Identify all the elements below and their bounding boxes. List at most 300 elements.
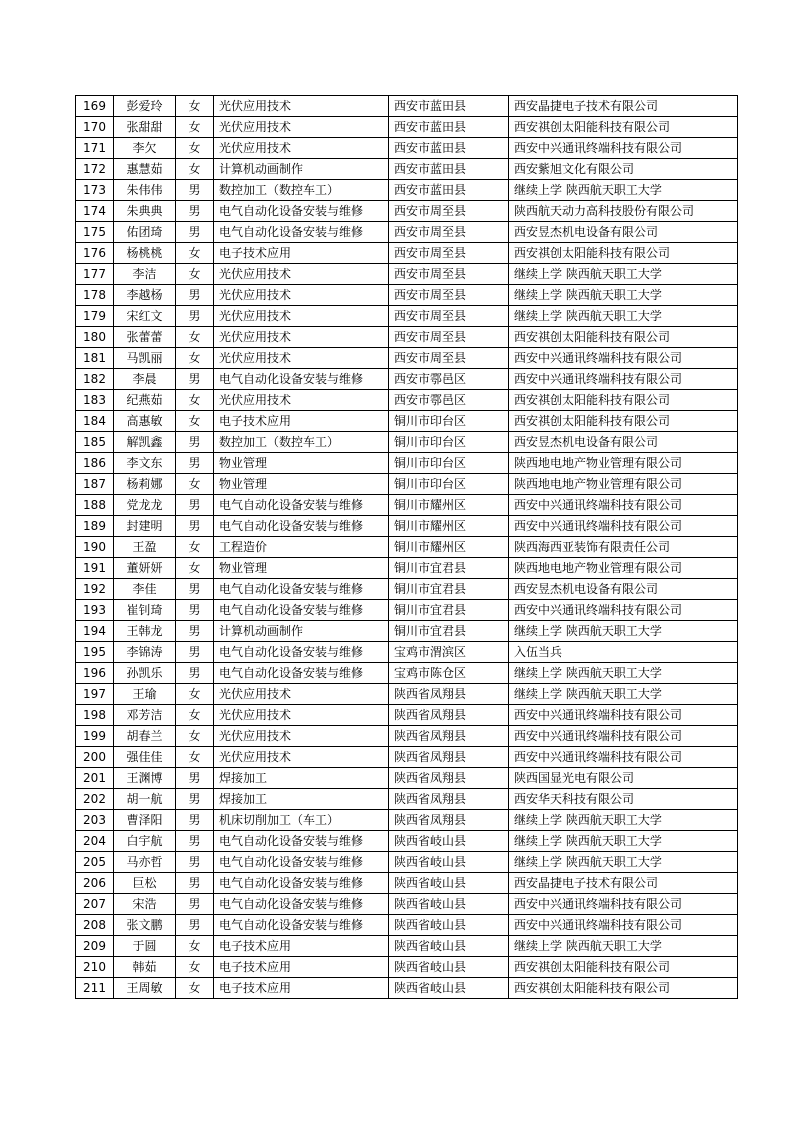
home-region-cell: 陕西省岐山县	[389, 873, 509, 894]
table-row	[76, 642, 738, 663]
destination-cell: 西安中兴通讯终端科技有限公司	[509, 495, 738, 516]
major-cell: 光伏应用技术	[214, 138, 389, 159]
row-number-cell: 170	[76, 117, 114, 138]
destination-cell: 继续上学 陕西航天职工大学	[509, 621, 738, 642]
row-number-cell: 175	[76, 222, 114, 243]
destination-cell: 西安中兴通讯终端科技有限公司	[509, 369, 738, 390]
student-name-cell: 李锦涛	[114, 642, 176, 663]
table-row	[76, 348, 738, 369]
destination-cell: 西安祺创太阳能科技有限公司	[509, 243, 738, 264]
table-row	[76, 306, 738, 327]
destination-cell: 西安中兴通讯终端科技有限公司	[509, 600, 738, 621]
table-row	[76, 621, 738, 642]
table-row	[76, 873, 738, 894]
student-name-cell: 王瑜	[114, 684, 176, 705]
table-row	[76, 768, 738, 789]
destination-cell: 西安晶捷电子技术有限公司	[509, 873, 738, 894]
row-number-cell: 185	[76, 432, 114, 453]
gender-cell: 女	[176, 264, 214, 285]
destination-cell: 西安祺创太阳能科技有限公司	[509, 411, 738, 432]
student-name-cell: 王韩龙	[114, 621, 176, 642]
gender-cell: 女	[176, 96, 214, 117]
gender-cell: 男	[176, 432, 214, 453]
table-row	[76, 432, 738, 453]
destination-cell: 陕西国显光电有限公司	[509, 768, 738, 789]
table-row	[76, 978, 738, 999]
row-number-cell: 195	[76, 642, 114, 663]
student-name-cell: 纪燕茹	[114, 390, 176, 411]
gender-cell: 男	[176, 621, 214, 642]
student-name-cell: 孙凯乐	[114, 663, 176, 684]
home-region-cell: 铜川市宜君县	[389, 579, 509, 600]
major-cell: 光伏应用技术	[214, 306, 389, 327]
row-number-cell: 172	[76, 159, 114, 180]
major-cell: 光伏应用技术	[214, 726, 389, 747]
table-row	[76, 453, 738, 474]
row-number-cell: 201	[76, 768, 114, 789]
major-cell: 电气自动化设备安装与维修	[214, 894, 389, 915]
student-name-cell: 彭爱玲	[114, 96, 176, 117]
gender-cell: 男	[176, 201, 214, 222]
home-region-cell: 西安市蓝田县	[389, 180, 509, 201]
row-number-cell: 184	[76, 411, 114, 432]
gender-cell: 男	[176, 495, 214, 516]
student-name-cell: 李越杨	[114, 285, 176, 306]
home-region-cell: 宝鸡市渭滨区	[389, 642, 509, 663]
major-cell: 焊接加工	[214, 768, 389, 789]
destination-cell: 西安中兴通讯终端科技有限公司	[509, 726, 738, 747]
destination-cell: 西安昱杰机电设备有限公司	[509, 222, 738, 243]
row-number-cell: 202	[76, 789, 114, 810]
home-region-cell: 西安市蓝田县	[389, 138, 509, 159]
home-region-cell: 西安市鄠邑区	[389, 390, 509, 411]
destination-cell: 西安昱杰机电设备有限公司	[509, 579, 738, 600]
home-region-cell: 西安市蓝田县	[389, 159, 509, 180]
major-cell: 电气自动化设备安装与维修	[214, 915, 389, 936]
destination-cell: 陕西航天动力高科技股份有限公司	[509, 201, 738, 222]
destination-cell: 西安中兴通讯终端科技有限公司	[509, 516, 738, 537]
table-row	[76, 243, 738, 264]
destination-cell: 西安中兴通讯终端科技有限公司	[509, 747, 738, 768]
major-cell: 数控加工（数控车工）	[214, 432, 389, 453]
row-number-cell: 187	[76, 474, 114, 495]
major-cell: 光伏应用技术	[214, 705, 389, 726]
student-name-cell: 李文东	[114, 453, 176, 474]
destination-cell: 西安晶捷电子技术有限公司	[509, 96, 738, 117]
home-region-cell: 陕西省凤翔县	[389, 684, 509, 705]
home-region-cell: 西安市周至县	[389, 222, 509, 243]
student-name-cell: 邓芳洁	[114, 705, 176, 726]
home-region-cell: 宝鸡市陈仓区	[389, 663, 509, 684]
destination-cell: 西安中兴通讯终端科技有限公司	[509, 915, 738, 936]
row-number-cell: 196	[76, 663, 114, 684]
gender-cell: 女	[176, 117, 214, 138]
major-cell: 电气自动化设备安装与维修	[214, 663, 389, 684]
home-region-cell: 西安市周至县	[389, 264, 509, 285]
gender-cell: 男	[176, 180, 214, 201]
table-row	[76, 810, 738, 831]
gender-cell: 男	[176, 831, 214, 852]
gender-cell: 女	[176, 411, 214, 432]
major-cell: 数控加工（数控车工）	[214, 180, 389, 201]
student-name-cell: 杨桃桃	[114, 243, 176, 264]
home-region-cell: 陕西省岐山县	[389, 978, 509, 999]
gender-cell: 男	[176, 642, 214, 663]
destination-cell: 西安祺创太阳能科技有限公司	[509, 117, 738, 138]
home-region-cell: 铜川市耀州区	[389, 537, 509, 558]
gender-cell: 女	[176, 684, 214, 705]
table-row	[76, 915, 738, 936]
table-row	[76, 201, 738, 222]
destination-cell: 继续上学 陕西航天职工大学	[509, 180, 738, 201]
gender-cell: 男	[176, 222, 214, 243]
row-number-cell: 197	[76, 684, 114, 705]
student-name-cell: 韩茹	[114, 957, 176, 978]
table-row	[76, 180, 738, 201]
major-cell: 计算机动画制作	[214, 621, 389, 642]
destination-cell: 陕西地电地产物业管理有限公司	[509, 558, 738, 579]
major-cell: 电气自动化设备安装与维修	[214, 201, 389, 222]
home-region-cell: 西安市周至县	[389, 348, 509, 369]
destination-cell: 入伍当兵	[509, 642, 738, 663]
table-row	[76, 495, 738, 516]
gender-cell: 男	[176, 894, 214, 915]
destination-cell: 继续上学 陕西航天职工大学	[509, 684, 738, 705]
destination-cell: 西安中兴通讯终端科技有限公司	[509, 894, 738, 915]
destination-cell: 继续上学 陕西航天职工大学	[509, 663, 738, 684]
table-row	[76, 936, 738, 957]
home-region-cell: 西安市周至县	[389, 285, 509, 306]
home-region-cell: 铜川市印台区	[389, 474, 509, 495]
home-region-cell: 铜川市印台区	[389, 411, 509, 432]
home-region-cell: 西安市周至县	[389, 201, 509, 222]
home-region-cell: 陕西省凤翔县	[389, 789, 509, 810]
student-name-cell: 解凯鑫	[114, 432, 176, 453]
home-region-cell: 陕西省岐山县	[389, 957, 509, 978]
gender-cell: 女	[176, 705, 214, 726]
gender-cell: 男	[176, 768, 214, 789]
row-number-cell: 188	[76, 495, 114, 516]
student-name-cell: 于圆	[114, 936, 176, 957]
major-cell: 光伏应用技术	[214, 327, 389, 348]
row-number-cell: 192	[76, 579, 114, 600]
major-cell: 电气自动化设备安装与维修	[214, 831, 389, 852]
destination-cell: 西安中兴通讯终端科技有限公司	[509, 705, 738, 726]
major-cell: 电气自动化设备安装与维修	[214, 852, 389, 873]
gender-cell: 男	[176, 789, 214, 810]
student-name-cell: 李欠	[114, 138, 176, 159]
gender-cell: 女	[176, 957, 214, 978]
student-name-cell: 朱伟伟	[114, 180, 176, 201]
gender-cell: 女	[176, 558, 214, 579]
major-cell: 电子技术应用	[214, 957, 389, 978]
student-name-cell: 巨松	[114, 873, 176, 894]
table-row	[76, 117, 738, 138]
home-region-cell: 西安市周至县	[389, 243, 509, 264]
destination-cell: 西安祺创太阳能科技有限公司	[509, 327, 738, 348]
table-row	[76, 663, 738, 684]
destination-cell: 陕西地电地产物业管理有限公司	[509, 453, 738, 474]
student-name-cell: 张文鹏	[114, 915, 176, 936]
row-number-cell: 205	[76, 852, 114, 873]
table-row	[76, 516, 738, 537]
table-body	[76, 96, 738, 999]
major-cell: 光伏应用技术	[214, 96, 389, 117]
row-number-cell: 181	[76, 348, 114, 369]
home-region-cell: 西安市周至县	[389, 306, 509, 327]
gender-cell: 男	[176, 579, 214, 600]
table-row	[76, 159, 738, 180]
table-row	[76, 390, 738, 411]
student-name-cell: 李晨	[114, 369, 176, 390]
table-row	[76, 852, 738, 873]
destination-cell: 继续上学 陕西航天职工大学	[509, 264, 738, 285]
student-name-cell: 张甜甜	[114, 117, 176, 138]
table-row	[76, 537, 738, 558]
gender-cell: 男	[176, 516, 214, 537]
major-cell: 焊接加工	[214, 789, 389, 810]
destination-cell: 继续上学 陕西航天职工大学	[509, 810, 738, 831]
table-row	[76, 327, 738, 348]
gender-cell: 女	[176, 978, 214, 999]
table-row	[76, 369, 738, 390]
gender-cell: 男	[176, 453, 214, 474]
student-name-cell: 惠慧茹	[114, 159, 176, 180]
gender-cell: 女	[176, 474, 214, 495]
home-region-cell: 陕西省岐山县	[389, 852, 509, 873]
destination-cell: 继续上学 陕西航天职工大学	[509, 936, 738, 957]
home-region-cell: 陕西省凤翔县	[389, 810, 509, 831]
gender-cell: 男	[176, 915, 214, 936]
row-number-cell: 200	[76, 747, 114, 768]
row-number-cell: 182	[76, 369, 114, 390]
major-cell: 光伏应用技术	[214, 264, 389, 285]
major-cell: 机床切削加工（车工）	[214, 810, 389, 831]
table-row	[76, 264, 738, 285]
major-cell: 电气自动化设备安装与维修	[214, 516, 389, 537]
destination-cell: 西安中兴通讯终端科技有限公司	[509, 138, 738, 159]
major-cell: 光伏应用技术	[214, 390, 389, 411]
gender-cell: 男	[176, 369, 214, 390]
table-row	[76, 222, 738, 243]
gender-cell: 男	[176, 285, 214, 306]
home-region-cell: 西安市鄠邑区	[389, 369, 509, 390]
student-name-cell: 强佳佳	[114, 747, 176, 768]
student-name-cell: 王周敏	[114, 978, 176, 999]
destination-cell: 西安华天科技有限公司	[509, 789, 738, 810]
destination-cell: 继续上学 陕西航天职工大学	[509, 852, 738, 873]
major-cell: 电气自动化设备安装与维修	[214, 495, 389, 516]
gender-cell: 女	[176, 936, 214, 957]
destination-cell: 西安祺创太阳能科技有限公司	[509, 957, 738, 978]
destination-cell: 继续上学 陕西航天职工大学	[509, 831, 738, 852]
student-name-cell: 马凯丽	[114, 348, 176, 369]
gender-cell: 女	[176, 327, 214, 348]
home-region-cell: 铜川市耀州区	[389, 516, 509, 537]
gender-cell: 女	[176, 747, 214, 768]
major-cell: 工程造价	[214, 537, 389, 558]
student-name-cell: 党龙龙	[114, 495, 176, 516]
row-number-cell: 211	[76, 978, 114, 999]
major-cell: 电子技术应用	[214, 936, 389, 957]
gender-cell: 男	[176, 852, 214, 873]
destination-cell: 陕西海西亚装饰有限责任公司	[509, 537, 738, 558]
major-cell: 计算机动画制作	[214, 159, 389, 180]
gender-cell: 男	[176, 306, 214, 327]
gender-cell: 女	[176, 537, 214, 558]
table-row	[76, 579, 738, 600]
student-name-cell: 胡春兰	[114, 726, 176, 747]
major-cell: 电子技术应用	[214, 978, 389, 999]
gender-cell: 男	[176, 600, 214, 621]
major-cell: 光伏应用技术	[214, 684, 389, 705]
home-region-cell: 铜川市耀州区	[389, 495, 509, 516]
student-name-cell: 王渊博	[114, 768, 176, 789]
row-number-cell: 204	[76, 831, 114, 852]
major-cell: 光伏应用技术	[214, 117, 389, 138]
home-region-cell: 陕西省岐山县	[389, 831, 509, 852]
home-region-cell: 铜川市宜君县	[389, 621, 509, 642]
student-name-cell: 宋浩	[114, 894, 176, 915]
student-name-cell: 佑团琦	[114, 222, 176, 243]
table-row	[76, 789, 738, 810]
student-name-cell: 高惠敏	[114, 411, 176, 432]
major-cell: 光伏应用技术	[214, 285, 389, 306]
table-row	[76, 957, 738, 978]
major-cell: 物业管理	[214, 453, 389, 474]
gender-cell: 女	[176, 348, 214, 369]
destination-cell: 西安昱杰机电设备有限公司	[509, 432, 738, 453]
table-row	[76, 138, 738, 159]
gender-cell: 女	[176, 138, 214, 159]
home-region-cell: 陕西省凤翔县	[389, 726, 509, 747]
row-number-cell: 174	[76, 201, 114, 222]
student-name-cell: 董妍妍	[114, 558, 176, 579]
row-number-cell: 208	[76, 915, 114, 936]
destination-cell: 西安祺创太阳能科技有限公司	[509, 390, 738, 411]
row-number-cell: 176	[76, 243, 114, 264]
gender-cell: 女	[176, 243, 214, 264]
home-region-cell: 西安市周至县	[389, 327, 509, 348]
student-name-cell: 封建明	[114, 516, 176, 537]
row-number-cell: 210	[76, 957, 114, 978]
home-region-cell: 铜川市宜君县	[389, 600, 509, 621]
student-name-cell: 白宇航	[114, 831, 176, 852]
table-row	[76, 411, 738, 432]
student-name-cell: 胡一航	[114, 789, 176, 810]
destination-cell: 西安中兴通讯终端科技有限公司	[509, 348, 738, 369]
home-region-cell: 铜川市宜君县	[389, 558, 509, 579]
major-cell: 电气自动化设备安装与维修	[214, 873, 389, 894]
destination-cell: 继续上学 陕西航天职工大学	[509, 306, 738, 327]
table-row	[76, 747, 738, 768]
destination-cell: 西安祺创太阳能科技有限公司	[509, 978, 738, 999]
major-cell: 电子技术应用	[214, 243, 389, 264]
home-region-cell: 西安市蓝田县	[389, 96, 509, 117]
row-number-cell: 169	[76, 96, 114, 117]
gender-cell: 女	[176, 726, 214, 747]
major-cell: 电气自动化设备安装与维修	[214, 642, 389, 663]
home-region-cell: 铜川市印台区	[389, 453, 509, 474]
table-row	[76, 600, 738, 621]
destination-cell: 继续上学 陕西航天职工大学	[509, 285, 738, 306]
row-number-cell: 190	[76, 537, 114, 558]
row-number-cell: 186	[76, 453, 114, 474]
student-name-cell: 张蕾蕾	[114, 327, 176, 348]
row-number-cell: 171	[76, 138, 114, 159]
major-cell: 光伏应用技术	[214, 348, 389, 369]
destination-cell: 西安紫旭文化有限公司	[509, 159, 738, 180]
table-row	[76, 894, 738, 915]
destination-cell: 陕西地电地产物业管理有限公司	[509, 474, 738, 495]
home-region-cell: 西安市蓝田县	[389, 117, 509, 138]
table-row	[76, 285, 738, 306]
home-region-cell: 陕西省岐山县	[389, 894, 509, 915]
row-number-cell: 189	[76, 516, 114, 537]
student-name-cell: 杨莉娜	[114, 474, 176, 495]
major-cell: 物业管理	[214, 474, 389, 495]
row-number-cell: 193	[76, 600, 114, 621]
major-cell: 电子技术应用	[214, 411, 389, 432]
gender-cell: 男	[176, 663, 214, 684]
home-region-cell: 陕西省凤翔县	[389, 768, 509, 789]
row-number-cell: 178	[76, 285, 114, 306]
table-row	[76, 474, 738, 495]
row-number-cell: 206	[76, 873, 114, 894]
home-region-cell: 铜川市印台区	[389, 432, 509, 453]
row-number-cell: 203	[76, 810, 114, 831]
row-number-cell: 207	[76, 894, 114, 915]
major-cell: 物业管理	[214, 558, 389, 579]
student-name-cell: 李佳	[114, 579, 176, 600]
row-number-cell: 191	[76, 558, 114, 579]
home-region-cell: 陕西省凤翔县	[389, 705, 509, 726]
row-number-cell: 179	[76, 306, 114, 327]
major-cell: 电气自动化设备安装与维修	[214, 579, 389, 600]
student-name-cell: 李洁	[114, 264, 176, 285]
row-number-cell: 198	[76, 705, 114, 726]
row-number-cell: 199	[76, 726, 114, 747]
major-cell: 光伏应用技术	[214, 747, 389, 768]
student-name-cell: 崔钊琦	[114, 600, 176, 621]
student-name-cell: 曹泽阳	[114, 810, 176, 831]
major-cell: 电气自动化设备安装与维修	[214, 600, 389, 621]
table-row	[76, 96, 738, 117]
gender-cell: 男	[176, 810, 214, 831]
student-name-cell: 马亦哲	[114, 852, 176, 873]
gender-cell: 女	[176, 159, 214, 180]
table-row	[76, 705, 738, 726]
major-cell: 电气自动化设备安装与维修	[214, 222, 389, 243]
row-number-cell: 194	[76, 621, 114, 642]
row-number-cell: 209	[76, 936, 114, 957]
major-cell: 电气自动化设备安装与维修	[214, 369, 389, 390]
student-name-cell: 宋红文	[114, 306, 176, 327]
home-region-cell: 陕西省岐山县	[389, 936, 509, 957]
table-row	[76, 558, 738, 579]
gender-cell: 男	[176, 873, 214, 894]
student-name-cell: 王盈	[114, 537, 176, 558]
gender-cell: 女	[176, 390, 214, 411]
home-region-cell: 陕西省岐山县	[389, 915, 509, 936]
row-number-cell: 173	[76, 180, 114, 201]
student-name-cell: 朱典典	[114, 201, 176, 222]
table-row	[76, 684, 738, 705]
graduate-table	[75, 95, 738, 999]
home-region-cell: 陕西省凤翔县	[389, 747, 509, 768]
table-row	[76, 726, 738, 747]
row-number-cell: 183	[76, 390, 114, 411]
